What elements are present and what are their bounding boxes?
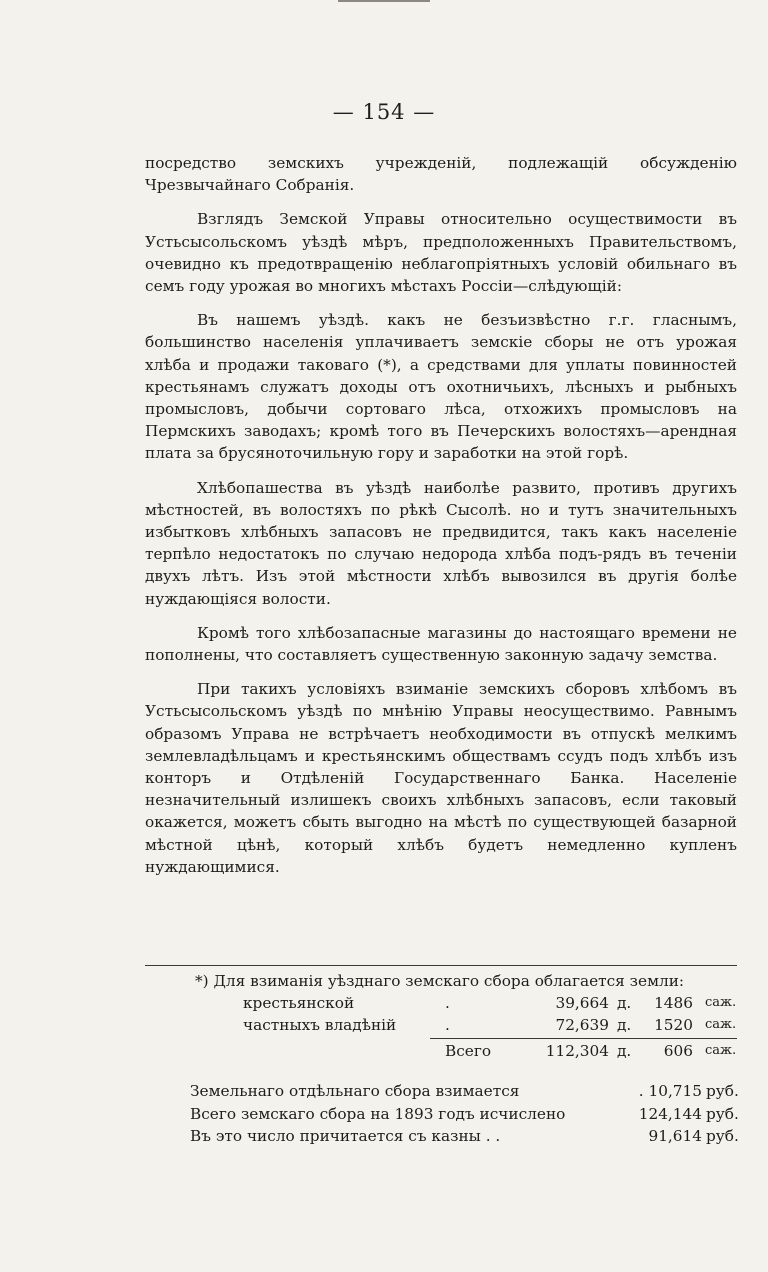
summary-label: Земельнаго отдѣльнаго сбора взимается — [190, 1082, 520, 1100]
summary-value: 91,614 — [648, 1127, 702, 1145]
footnote-rule — [145, 965, 737, 966]
footnote-row-qty: 1520 — [654, 1016, 693, 1034]
footnote-total-unit2: саж. — [705, 1043, 737, 1058]
footnote-total-qty: 606 — [663, 1042, 693, 1060]
footnote-intro: *) Для взиманія уѣзднаго земскаго сбора облагается земли: — [195, 972, 685, 990]
footnote-row — [145, 992, 737, 1014]
footnote-row-unit2: саж. — [705, 1017, 737, 1032]
footnote-row-amount: 39,664 — [555, 994, 609, 1012]
footnote-row-amount: 72,639 — [555, 1016, 609, 1034]
summary — [190, 1080, 737, 1148]
footnote-total-rule — [430, 1038, 737, 1039]
footnote-row-unit: д. — [617, 994, 632, 1012]
footnote-row-label: крестьянской — [243, 994, 355, 1012]
paragraph-zemstvo-view: Взглядъ Земской Управы относительно осуществимости въ Устьсысольскомъ уѣздѣ мѣръ, предположенныхъ Правительствомъ, очевидно къ предотвращенію неблагопріятныхъ условій обильнаго въ семъ году урожая во многихъ мѣстахъ Россіи—слѣдующій: — [145, 210, 737, 296]
footnote-total-amount: 112,304 — [545, 1042, 609, 1060]
summary-unit: руб. — [706, 1104, 739, 1123]
footnote-row — [145, 1014, 737, 1036]
summary-line — [190, 1125, 737, 1148]
summary-value: 124,144 — [638, 1104, 702, 1123]
body-text — [145, 152, 737, 878]
footnote-row-qty: 1486 — [654, 994, 693, 1012]
summary-value: . 10,715 — [638, 1082, 702, 1100]
footnote-row-label: частныхъ владѣній — [243, 1016, 397, 1034]
paragraph-agriculture: Хлѣбопашества въ уѣздѣ наиболѣе развито, противъ другихъ мѣстностей, въ волостяхъ по рѣкѣ Сысолѣ. но и тутъ значительныхъ избытковъ хлѣбныхъ запасовъ не предвидится, такъ какъ населеніе терпѣло недостатокъ по случаю недорода хлѣба подъ-рядъ въ теченіи двухъ лѣтъ. Изъ этой мѣстности хлѣбъ вывозился въ другія болѣе нуждающіяся волости. — [145, 478, 737, 608]
summary-unit: руб. — [706, 1082, 739, 1100]
footnote-total-label: Всего — [445, 1042, 492, 1060]
page-number: — 154 — — [332, 100, 436, 124]
paragraph-continuation: посредство земскихъ учрежденій, подлежащій обсужденію Чрезвычайнаго Собранія. — [145, 154, 737, 195]
summary-unit: руб. — [706, 1127, 739, 1145]
summary-line — [190, 1080, 737, 1103]
footnote-total-unit: д. — [617, 1042, 632, 1060]
summary-label: Въ это число причитается съ казны . . — [190, 1127, 501, 1145]
summary-label: Всего земскаго сбора на 1893 годъ исчислено — [190, 1104, 566, 1123]
footnote-row-unit: д. — [617, 1016, 632, 1034]
footnote-row-unit2: саж. — [705, 995, 737, 1010]
footnote — [145, 970, 737, 1062]
paragraph-granaries: Кромѣ того хлѣбозапасные магазины до настоящаго времени не пополнены, что составляетъ существенную законную задачу земства. — [145, 623, 737, 665]
footnote-total-row — [145, 1040, 737, 1062]
summary-line — [190, 1103, 737, 1126]
paragraph-district-economy: Въ нашемъ уѣздѣ. какъ не безъизвѣстно г.г. гласнымъ, большинство населенія уплачиваетъ земскіе сборы не отъ урожая хлѣба и продажи таковаго (*), а средствами для уплаты повинностей крестьянамъ служатъ доходы отъ охотничьихъ, лѣсныхъ и рыбныхъ промысловъ, добычи сортоваго лѣса, отхожихъ промысловъ на Пермскихъ заводахъ; кромѣ того въ Печерскихъ волостяхъ—арендная плата за брусяноточильную гору и заработки на этой горѣ. — [145, 311, 737, 463]
footnote-intro-line — [145, 970, 737, 992]
footnote-row-leader: . — [445, 1016, 450, 1034]
footnote-row-leader: . — [445, 994, 450, 1012]
paragraph-conclusion: При такихъ условіяхъ взиманіе земскихъ сборовъ хлѣбомъ въ Устьсысольскомъ уѣздѣ по мнѣнію Управы неосуществимо. Равнымъ образомъ Управа не встрѣчаетъ необходимости въ отпускѣ мелкимъ землевладѣльцамъ и крестьянскимъ обществамъ ссудъ подъ хлѣбъ изъ конторъ и Отдѣленій Государственнаго Банка. Населеніе незначительный излишекъ своихъ хлѣбныхъ запасовъ, если таковый окажется, можетъ сбыть выгодно на мѣстѣ по существующей базарной мѣстной цѣнѣ, который хлѣбъ будетъ немедленно купленъ нуждающимися. — [145, 680, 737, 876]
top-rule — [338, 0, 430, 2]
